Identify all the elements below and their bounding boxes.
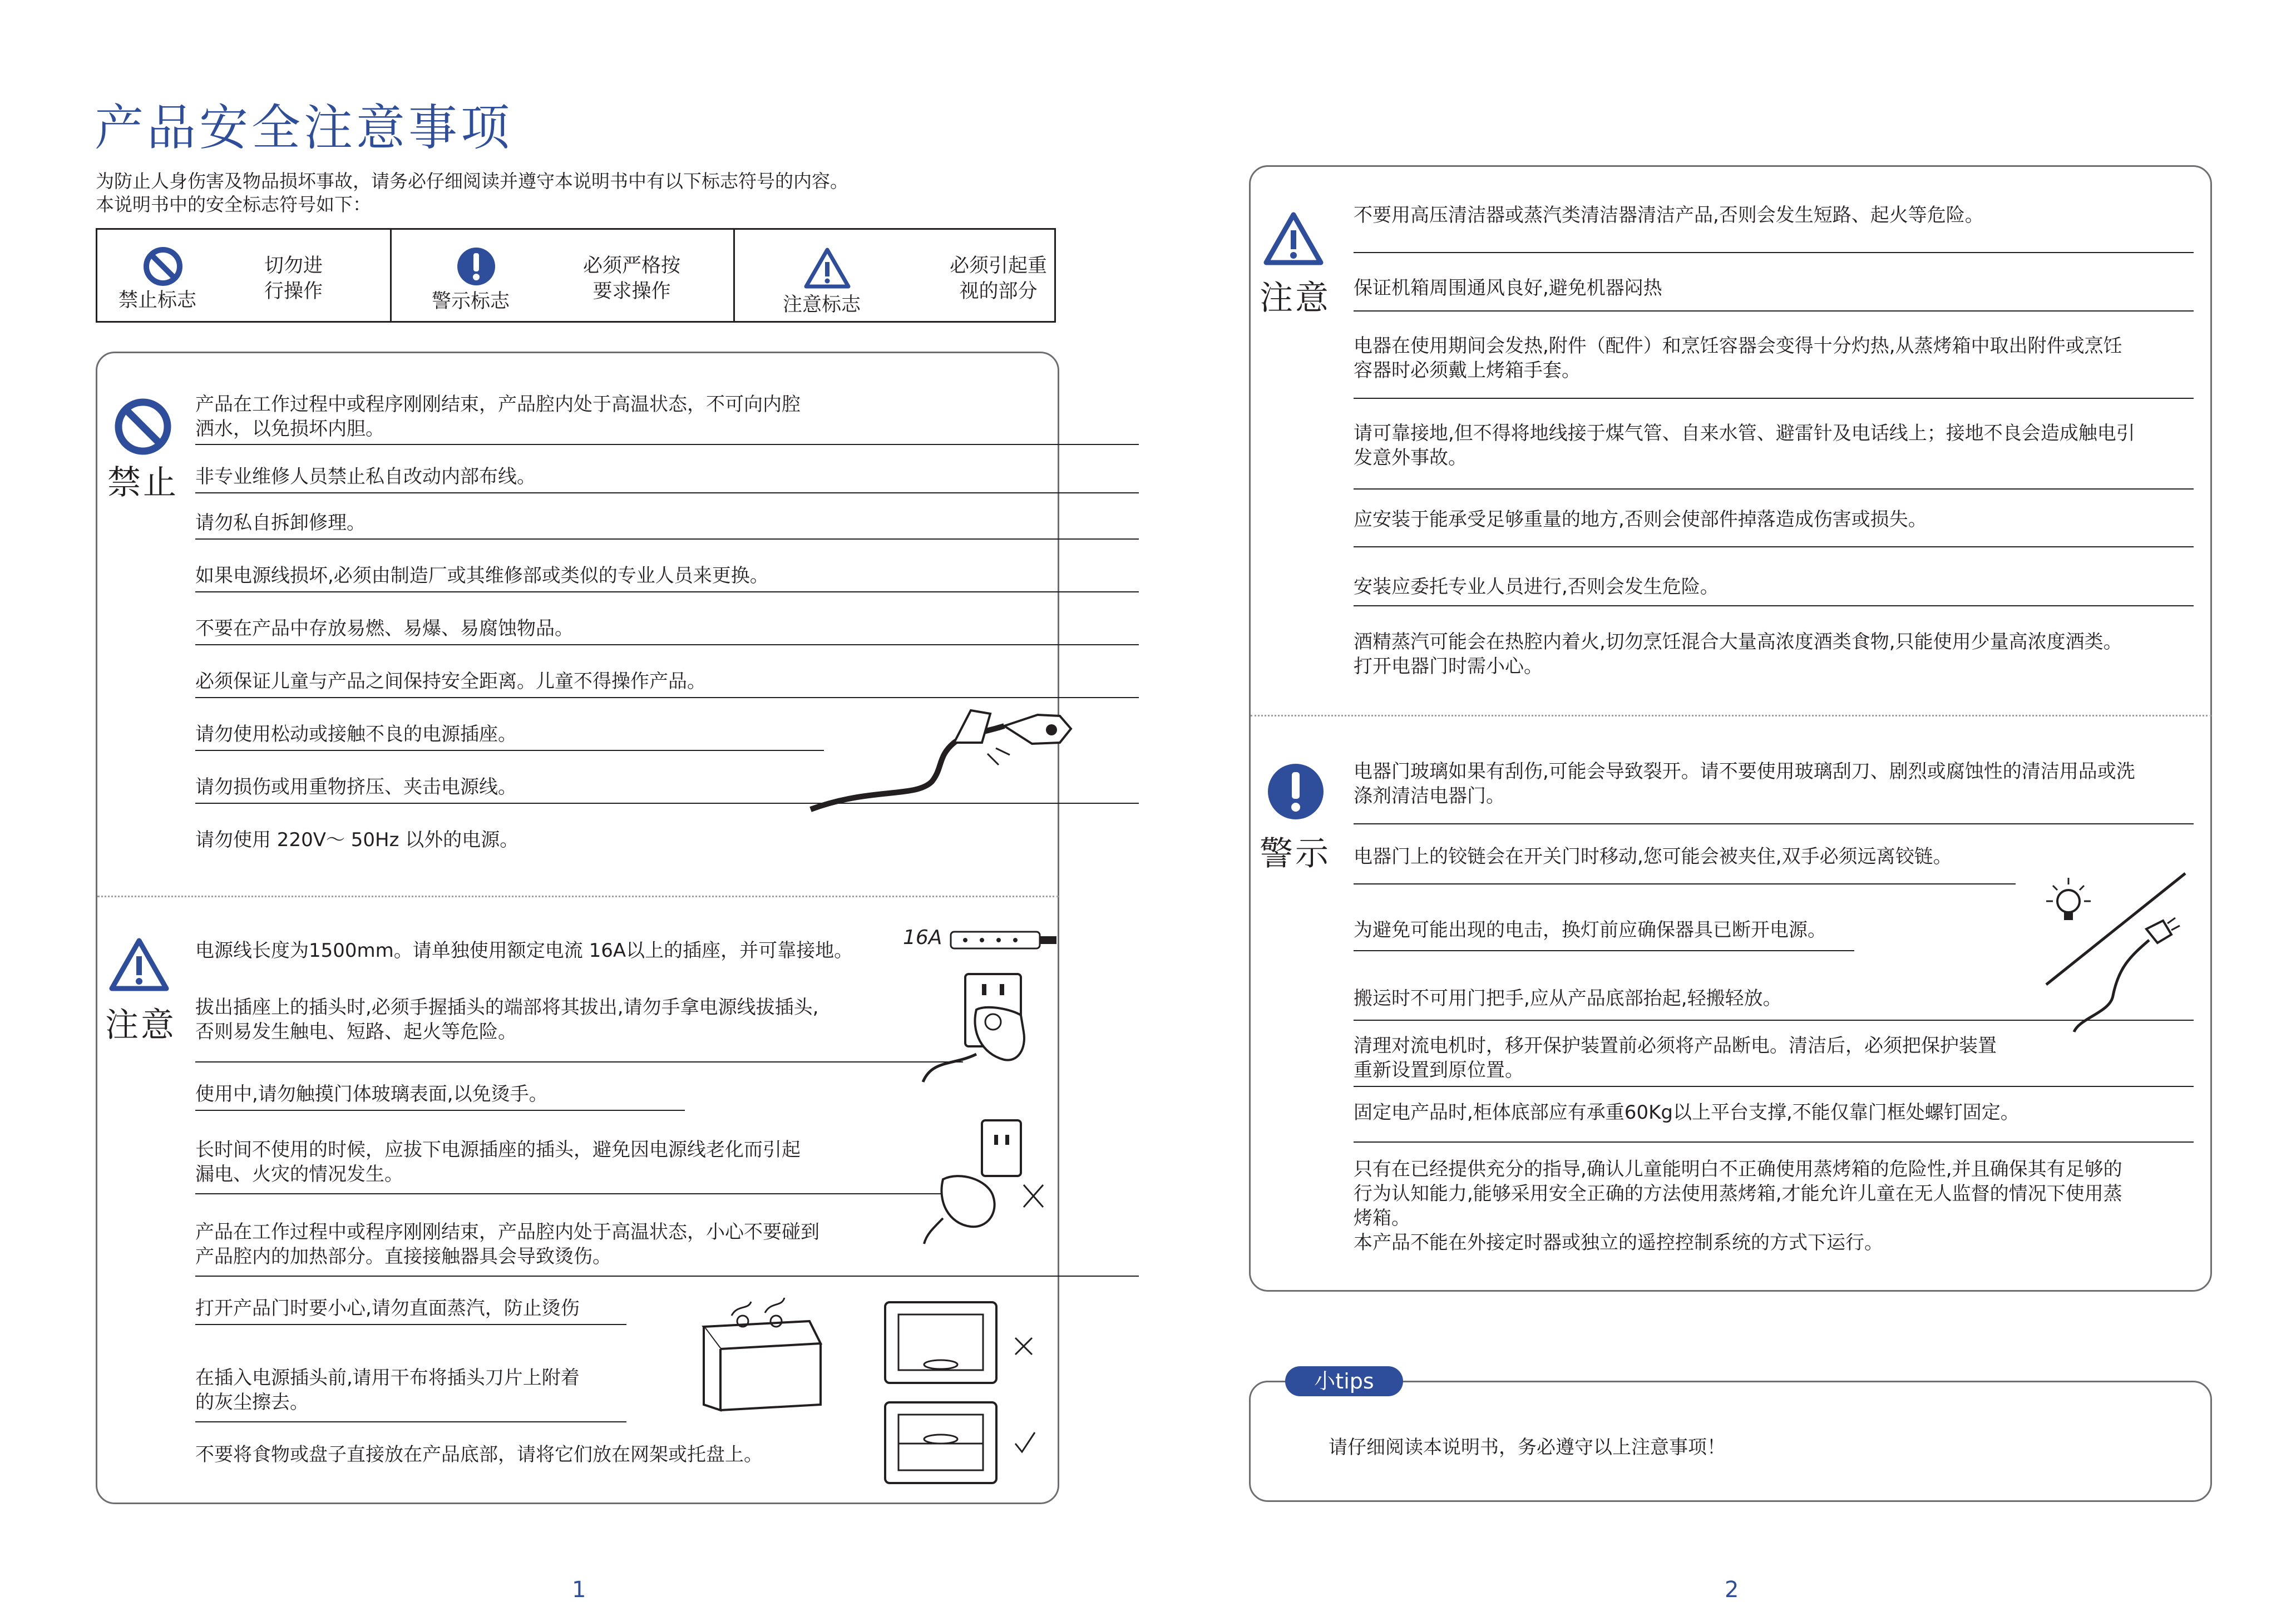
divider bbox=[195, 750, 824, 751]
prohibit-item: 不要在产品中存放易燃、易爆、易腐蚀物品。 bbox=[195, 617, 574, 640]
prohibit-item: 请勿使用 220V～ 50Hz 以外的电源。 bbox=[195, 829, 519, 851]
prohibit-item: 请勿使用松动或接触不良的电源插座。 bbox=[195, 723, 517, 745]
prohibit-icon bbox=[143, 246, 183, 286]
intro-line: 为防止人身伤害及物品损坏事故，请务必仔细阅读并遵守本说明书中有以下标志符号的内容。 bbox=[96, 170, 848, 192]
warning-item: 为避免可能出现的电击，换灯前应确保器具已断开电源。 bbox=[1354, 919, 1826, 941]
caution-item: 保证机箱周围通风良好,避免机器闷热 bbox=[1354, 277, 1662, 299]
section-divider bbox=[1251, 715, 2211, 716]
legend-desc-line: 必须严格按 bbox=[583, 255, 681, 277]
intro-text bbox=[96, 170, 848, 216]
warning-item: 电器门玻璃如果有刮伤,可能会导致裂开。请不要使用玻璃刮刀、剧烈或腐蚀性的清洁用品或洗 涤剂清洁电器门。 bbox=[1354, 760, 2135, 807]
mandatory-icon bbox=[456, 246, 496, 286]
prohibit-icon bbox=[114, 398, 172, 456]
prohibit-item: 非专业维修人员禁止私自改动内部布线。 bbox=[195, 466, 536, 488]
legend-name: 禁止标志 bbox=[118, 289, 197, 312]
safety-box-page1 bbox=[96, 352, 1059, 1504]
legend-name: 警示标志 bbox=[432, 290, 510, 313]
oven-placement-illustration bbox=[882, 1299, 1060, 1488]
caution-item: 不要用高压清洁器或蒸汽类清洁器清洁产品,否则会发生短路、起火等危险。 bbox=[1354, 204, 1984, 226]
divider bbox=[195, 538, 1139, 540]
caution-item: 拔出插座上的插头时,必须手握插头的端部将其拔出,请勿手拿电源线拔插头, 否则易发生触电、短路、起火等危险。 bbox=[195, 996, 819, 1043]
tips-text: 请仔细阅读本说明书，务必遵守以上注意事项！ bbox=[1329, 1436, 1726, 1459]
unplug-illustration bbox=[921, 1118, 1060, 1246]
prohibit-label: 禁止 bbox=[107, 463, 179, 502]
caution-item: 不要将食物或盘子直接放在产品底部，请将它们放在网架或托盘上。 bbox=[195, 1444, 763, 1466]
page-number: 1 bbox=[572, 1577, 586, 1603]
tips-box bbox=[1249, 1381, 2212, 1502]
loose-plug-illustration bbox=[804, 704, 1138, 815]
divider bbox=[195, 492, 1139, 493]
divider bbox=[1354, 823, 2194, 824]
caution-item: 打开产品门时要小心,请勿直面蒸汽，防止烫伤 bbox=[195, 1297, 580, 1319]
plug-pull-illustration bbox=[921, 971, 1049, 1093]
warning-item: 清理对流电机时，移开保护装置前必须将产品断电。清洁后，必须把保护装置 重新设置到原位置。 bbox=[1354, 1035, 1997, 1081]
legend-prohibit bbox=[97, 230, 390, 321]
divider bbox=[1354, 950, 1854, 951]
warning-item: 只有在已经提供充分的指导,确认儿童能明白不正确使用蒸烤箱的危险性,并且确保其有足够的 行为认知能力,能够采用安全正确的方法使用蒸烤箱,才能允许儿童在无人监督的情况下使用蒸 烤箱。 本产品不能在外接定时器或独立的遥控控制系统的方式下运行。 bbox=[1354, 1158, 2122, 1254]
mandatory-icon bbox=[1266, 762, 1325, 821]
divider bbox=[1354, 310, 2194, 312]
prohibit-item: 如果电源线损坏,必须由制造厂或其维修部或类似的专业人员来更换。 bbox=[195, 565, 769, 587]
caution-label: 注意 bbox=[105, 1006, 176, 1045]
warning-item: 固定电产品时,柜体底部应有承重60Kg以上平台支撑,不能仅靠门框处螺钉固定。 bbox=[1354, 1101, 2020, 1124]
caution-item: 在插入电源插头前,请用干布将插头刀片上附着 的灰尘擦去。 bbox=[195, 1367, 580, 1414]
prohibit-item: 请勿私自拆卸修理。 bbox=[195, 512, 366, 534]
legend-mandatory bbox=[392, 230, 733, 321]
legend-desc bbox=[264, 253, 323, 304]
legend-desc-line: 要求操作 bbox=[592, 280, 671, 303]
caution-item: 酒精蒸汽可能会在热腔内着火,切勿烹饪混合大量高浓度酒类食物,只能使用少量高浓度酒类。 打开电器门时需小心。 bbox=[1354, 631, 2122, 678]
intro-line: 本说明书中的安全标志符号如下： bbox=[96, 194, 371, 215]
divider bbox=[1354, 488, 2194, 490]
section-divider bbox=[97, 896, 1059, 897]
caution-item: 电器在使用期间会发热,附件（配件）和烹饪容器会变得十分灼热,从蒸烤箱中取出附件或烹饪 容器时必须戴上烤箱手套。 bbox=[1354, 335, 2122, 382]
legend-desc-line: 必须引起重 bbox=[950, 255, 1048, 277]
legend-name: 注意标志 bbox=[783, 294, 861, 316]
divider bbox=[1354, 1086, 2194, 1087]
lamp-unplug-illustration bbox=[2030, 868, 2202, 1035]
page-title: 产品安全注意事项 bbox=[95, 99, 513, 156]
prohibit-item: 请勿损伤或用重物挤压、夹击电源线。 bbox=[195, 776, 517, 798]
caution-item: 产品在工作过程中或程序刚刚结束，产品腔内处于高温状态，小心不要碰到 产品腔内的加热部分。直接接触器具会导致烫伤。 bbox=[195, 1221, 819, 1268]
divider bbox=[195, 1061, 963, 1062]
legend-caution bbox=[735, 230, 1054, 321]
divider bbox=[195, 1324, 626, 1325]
caution-icon bbox=[1263, 211, 1324, 266]
divider bbox=[195, 444, 1139, 445]
caution-item: 使用中,请勿触摸门体玻璃表面,以免烫手。 bbox=[195, 1083, 548, 1105]
tips-badge: 小tips bbox=[1285, 1366, 1403, 1396]
prohibit-item: 必须保证儿童与产品之间保持安全距离。儿童不得操作产品。 bbox=[195, 670, 706, 693]
caution-icon bbox=[108, 937, 170, 992]
legend-desc bbox=[583, 253, 680, 304]
divider bbox=[1354, 605, 2194, 606]
caution-item: 应安装于能承受足够重量的地方,否则会使部件掉落造成伤害或损失。 bbox=[1354, 508, 1927, 531]
page-number: 2 bbox=[1725, 1577, 1739, 1603]
symbol-legend-table bbox=[96, 228, 1056, 323]
power-strip-illustration bbox=[949, 926, 1060, 954]
warning-label: 警示 bbox=[1260, 834, 1331, 873]
divider bbox=[195, 1276, 1139, 1277]
divider bbox=[1354, 883, 2016, 884]
steam-door-illustration bbox=[698, 1293, 832, 1421]
caution-item: 长时间不使用的时候，应拔下电源插座的插头，避免因电源线老化而引起 漏电、火灾的情况发生。 bbox=[195, 1139, 801, 1185]
caution-item: 电源线长度为1500mm。请单独使用额定电流 16A以上的插座，并可靠接地。 bbox=[195, 940, 853, 962]
caution-icon bbox=[804, 248, 851, 289]
socket-rating-label: 16A bbox=[903, 926, 942, 949]
divider bbox=[1354, 252, 2194, 253]
prohibit-item: 产品在工作过程中或程序刚刚结束，产品腔内处于高温状态，不可向内腔 洒水，以免损坏内胆。 bbox=[195, 393, 801, 440]
warning-item: 搬运时不可用门把手,应从产品底部抬起,轻搬轻放。 bbox=[1354, 987, 1782, 1010]
divider bbox=[1354, 1141, 2194, 1143]
divider bbox=[1354, 546, 2194, 547]
caution-item: 请可靠接地,但不得将地线接于煤气管、自来水管、避雷针及电话线上；接地不良会造成触电引 发意外事故。 bbox=[1354, 422, 2135, 469]
legend-desc-line: 切勿进 bbox=[264, 255, 323, 277]
divider bbox=[195, 1110, 685, 1111]
caution-label: 注意 bbox=[1260, 279, 1331, 318]
divider bbox=[195, 644, 1139, 645]
divider bbox=[195, 697, 1139, 698]
divider bbox=[1354, 398, 2194, 399]
legend-desc bbox=[950, 253, 1047, 304]
legend-desc-line: 视的部分 bbox=[959, 280, 1038, 303]
divider bbox=[195, 1193, 985, 1194]
legend-desc-line: 行操作 bbox=[264, 280, 323, 303]
warning-item: 电器门上的铰链会在开关门时移动,您可能会被夹住,双手必须远离铰链。 bbox=[1354, 846, 1952, 868]
caution-item: 安装应委托专业人员进行,否则会发生危险。 bbox=[1354, 576, 1719, 598]
safety-box-page2 bbox=[1249, 165, 2212, 1292]
divider bbox=[195, 591, 1139, 592]
divider bbox=[195, 1421, 626, 1422]
